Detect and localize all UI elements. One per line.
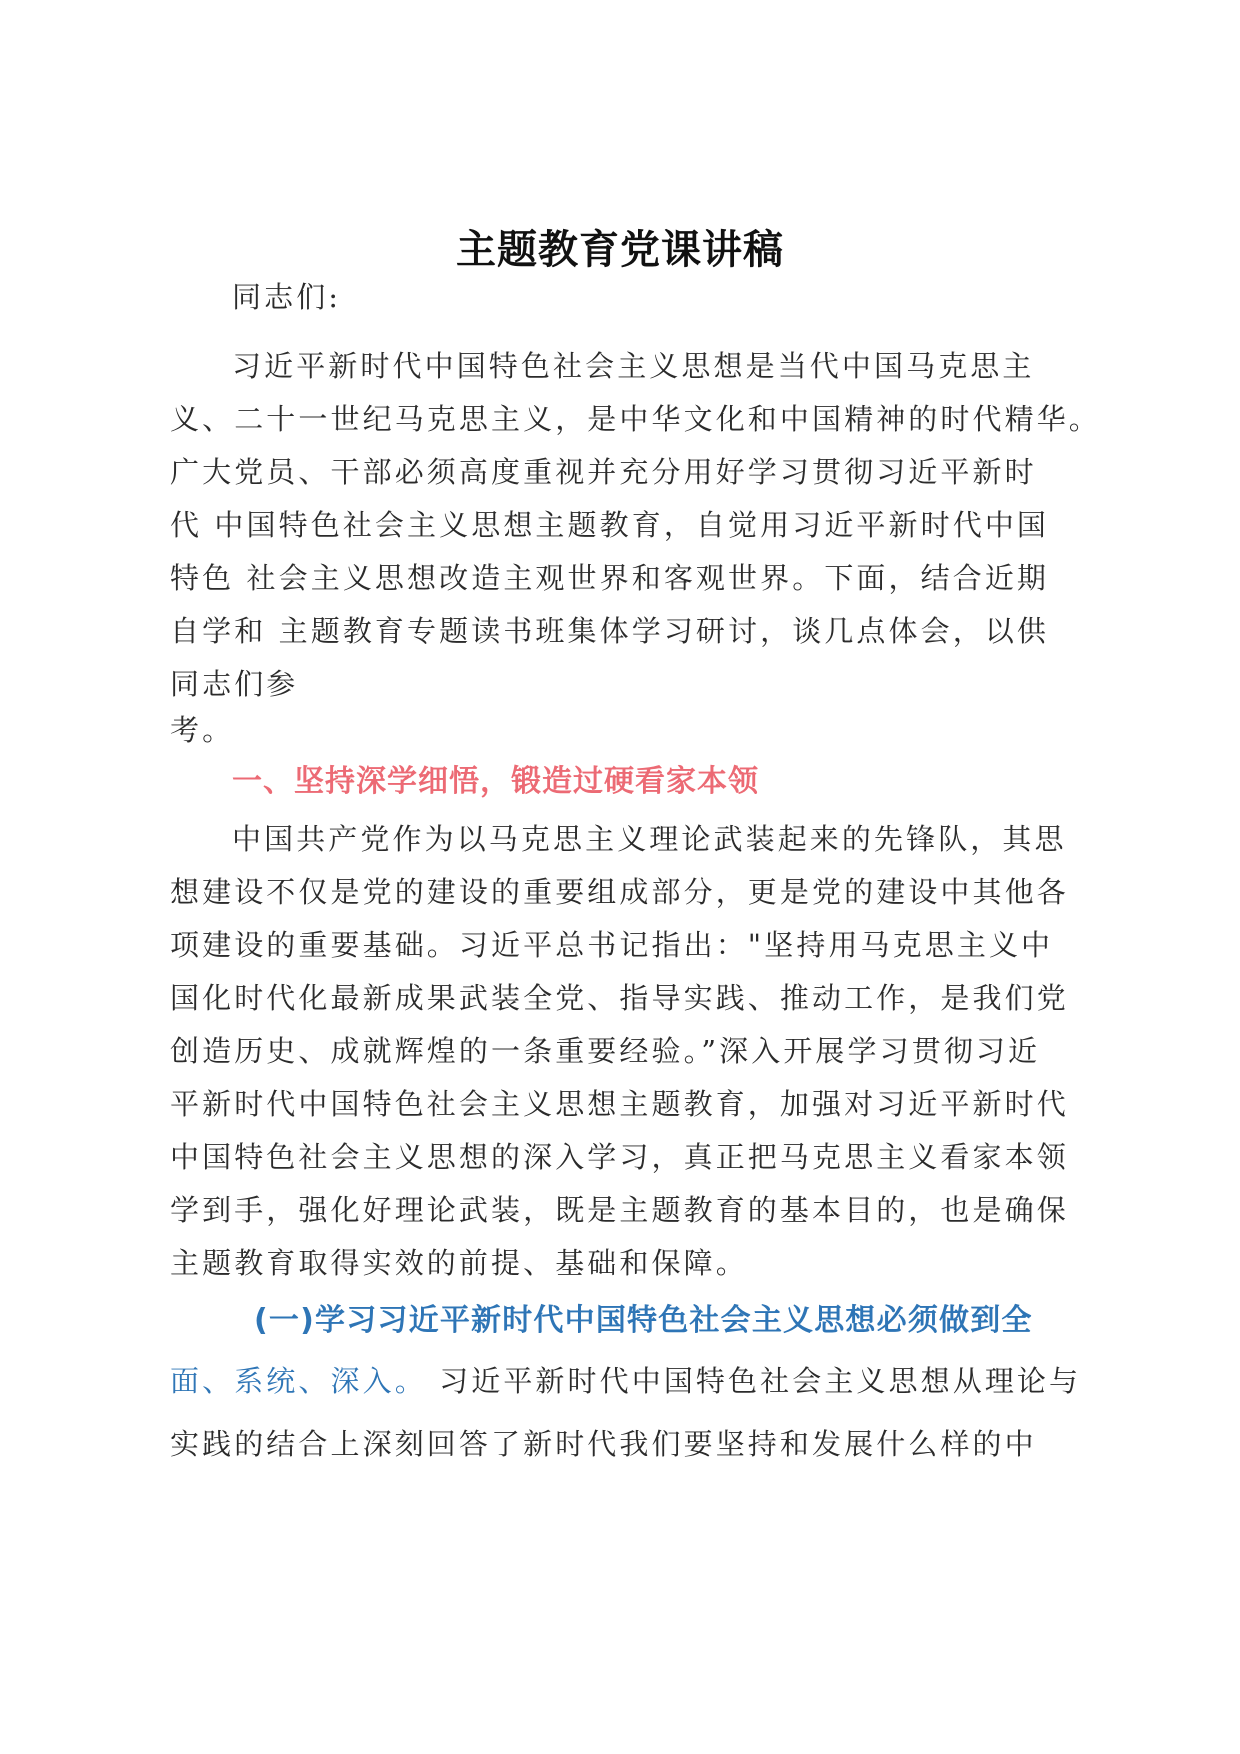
section-1-line-8: 学到手，强化好理论武装，既是主题教育的基本目的，也是确保 [170,1193,1069,1227]
intro-line-8: 考。 [170,713,235,747]
section-1-line-9: 主题教育取得实效的前提、基础和保障。 [170,1246,748,1280]
intro-line-1: 习近平新时代中国特色社会主义思想是当代中国马克思主 [232,349,1035,383]
intro-line-5: 特色 社会主义思想改造主观世界和客观世界。下面，结合近期 [170,561,1050,595]
section-1-line-6: 平新时代中国特色社会主义思想主题教育，加强对习近平新时代 [170,1087,1069,1121]
subsection-1-line-1-rest: 习近平新时代中国特色社会主义思想从理论与 [426,1364,1082,1398]
subsection-1-line-2: 实践的结合上深刻回答了新时代我们要坚持和发展什么样的中 [170,1427,1037,1461]
section-1-line-5: 创造历史、成就辉煌的一条重要经验。”深入开展学习贯彻习近 [170,1034,1041,1068]
intro-line-4: 代 中国特色社会主义思想主题教育，自觉用习近平新时代中国 [170,508,1050,542]
section-1-line-3: 项建设的重要基础。习近平总书记指出："坚持用马克思主义中 [170,928,1054,962]
subsection-1-line-1 [170,1364,1082,1398]
intro-line-2: 义、二十一世纪马克思主义，是中华文化和中国精神的时代精华。 [170,402,1101,436]
section-1-line-4: 国化时代化最新成果武装全党、指导实践、推动工作，是我们党 [170,981,1069,1015]
section-1-heading: 一、坚持深学细悟，锻造过硬看家本领 [232,764,759,799]
greeting: 同志们: [232,280,342,314]
document-title: 主题教育党课讲稿 [456,227,784,273]
section-1-line-7: 中国特色社会主义思想的深入学习，真正把马克思主义看家本领 [170,1140,1069,1174]
section-1-line-2: 想建设不仅是党的建设的重要组成部分，更是党的建设中其他各 [170,875,1069,909]
section-1-line-1: 中国共产党作为以马克思主义理论武装起来的先锋队，其思 [232,822,1067,856]
subsection-1-heading: (一)学习习近平新时代中国特色社会主义思想必须做到全 [254,1303,1033,1338]
subsection-1-heading-cont: 面、系统、深入。 [170,1364,427,1398]
intro-line-7: 同志们参 [170,667,299,701]
intro-line-6: 自学和 主题教育专题读书班集体学习研讨，谈几点体会，以供 [170,614,1050,648]
intro-line-3: 广大党员、干部必须高度重视并充分用好学习贯彻习近平新时 [170,455,1037,489]
